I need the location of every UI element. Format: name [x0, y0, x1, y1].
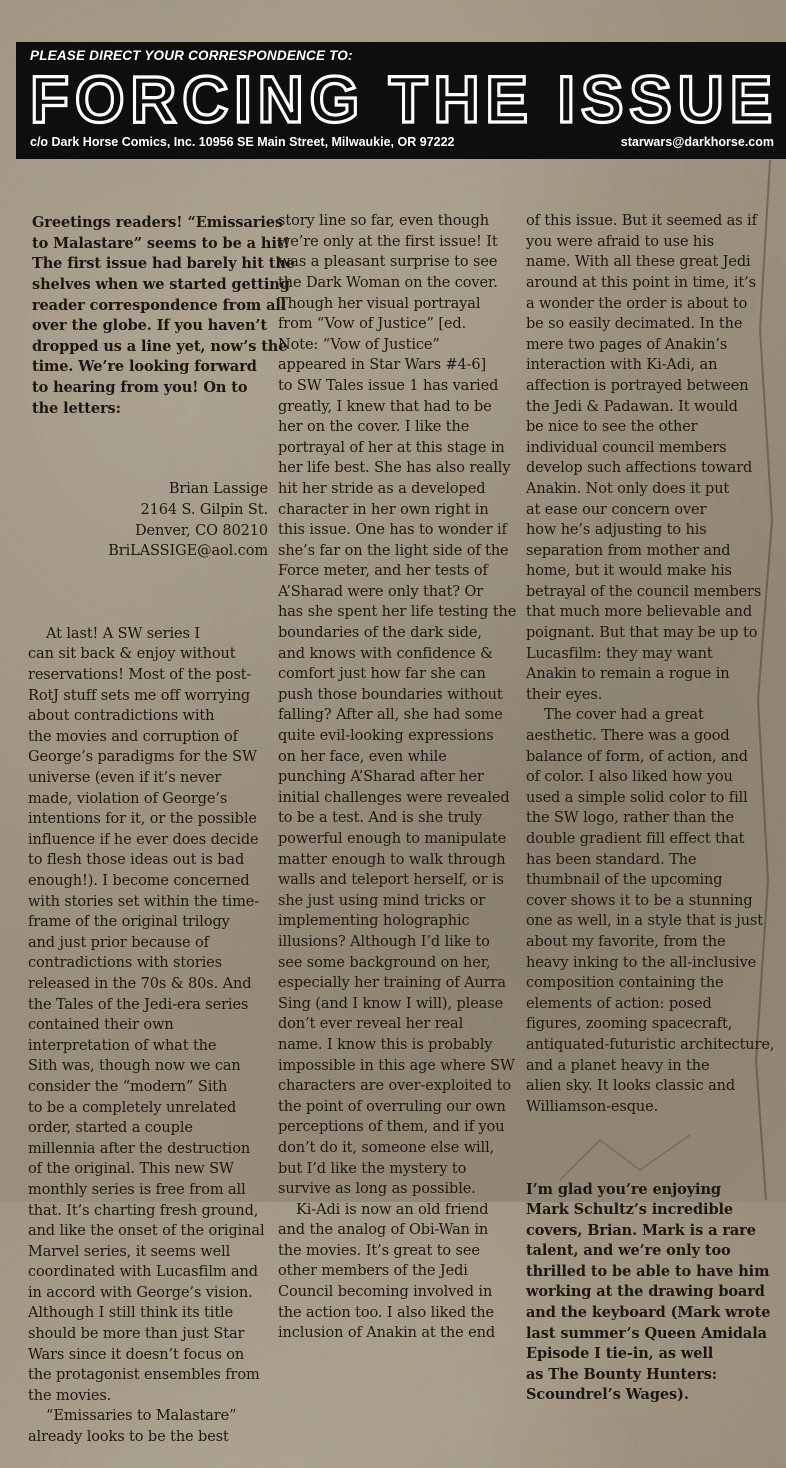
page-title: [26, 70, 782, 128]
letters-column-1: [28, 172, 295, 1468]
mailing-address: c/o Dark Horse Comics, Inc. 10956 SE Main Street, Milwaukie, OR 97222: [30, 135, 455, 149]
letter-body-part-2: story line so far, even though we’re only at the first issue! It was a pleasant surprise to see the Dark Woman on the cover. Though her visual portrayal from “Vow of Justice” [ed. Note: “Vow of Justice” appeared in Star Wars #4-6] to SW Tales issue 1 has varied greatly, I knew that had to be her on the cover. I like the portrayal of her at this stage in her life best. She has also really hit her stride as a developed character in her own right in this issue. One has to wonder if she’s far on the light side of the Force meter, and her tests of A’Sharad were only that? Or has she spent her life testing the boundaries of the dark side, and knows with confidence & comfort just how far she can push those boundaries without falling? After all, she had some quite evil-looking expressions on her face, even while punching A’Sharad after her initial challenges were revealed to be a test. And is she truly powerful enough to manipulate matter enough to walk through walls and teleport herself, or is she just using mind tricks or implementing holographic illusions? Although I’d like to see some background on her, especially her training of Aurra Sing (and I know I will), please don’t ever reveal her real name. I know this is probably impossible in this age where SW characters are over-exploited to the point of overruling our own perceptions of them, and if you don’t do it, someone else will, but I’d like the mystery to survive as long as possible. Ki-Adi is now an old friend and the analog of Obi-Wan in the movies. It’s great to see other members of the Jedi Council becoming involved in the action too. I also liked the inclusion of Anakin at the end: [278, 213, 517, 1342]
letter-signature: Brian Lassige 2164 S. Gilpin St. Denver, CO 80210 BriLASSIGE@aol.com: [108, 481, 268, 560]
letter-body-part-3: of this issue. But it seemed as if you were afraid to use his name. With all these great Jedi around at this point in time, it’s a wonder the order is about to be so easily decimated. In the mere two pages of Anakin’s interaction with Ki-Adi, an affection is portrayed between the Jedi & Padawan. It would be nice to see the other individual council members develop such affections toward Anakin. Not only does it put at ease our concern over how he’s adjusting to his separation from mother and home, but it would make his betrayal of the council members that much more believable and poignant. But that may be up to Lucasfilm: they may want Anakin to remain a rogue in their eyes. The cover had a great aesthetic. There was a good balance of form, of action, and of color. I also liked how you used a simple solid color to fill the SW logo, rather than the double gradient fill effect that has been standard. The thumbnail of the upcoming cover shows it to be a stunning one as well, in a style that is just about my favorite, from the heavy inking to the all-inclusive composition containing the elements of action: posed figures, zooming spacecraft, antiquated-futuristic architecture, and a planet heavy in the alien sky. It looks classic and Williamson-esque.: [526, 213, 775, 1115]
editor-reply: I’m glad you’re enjoying Mark Schultz’s incredible covers, Brian. Mark is a rare talent, and we’re only too thrilled to be able to have him working at the drawing board and the keyboard (Mark wrote last summer’s Queen Amidala Episode I tie-in, as well as The Bounty Hunters: Scoundrel’s Wages).: [526, 1180, 771, 1404]
letter-body-part-1: At last! A SW series I can sit back & enjoy without reservations! Most of the post- RotJ stuff sets me off worrying about contradictions with the movies and corruption of George’s paradigms for the SW universe (even if it’s never made, violation of George’s intentions for it, or the possible influence if he ever does decide to flesh those ideas out is bad enough!). I become concerned with stories set within the time- frame of the original trilogy and just prior because of contradictions with stories released in the 70s & 80s. And the Tales of the Jedi-era series contained their own interpretation of what the Sith was, though now we can consider the “modern” Sith to be a completely unrelated order, started a couple millennia after the destruction of the original. This new SW monthly series is free from all that. It’s charting fresh ground, and like the onset of the original Marvel series, it seems well coordinated with Lucasfilm and in accord with George’s vision. Although I still think its title should be more than just Star Wars since it doesn’t focus on the protagonist ensembles from the movies. “Emissaries to Malastare” already looks to be the best: [28, 625, 265, 1446]
svg-text:FORCING THE ISSUE: FORCING THE ISSUE: [30, 70, 778, 128]
correspondence-kicker: PLEASE DIRECT YOUR CORRESPONDENCE TO:: [30, 48, 353, 63]
editor-intro: Greetings readers! “Emissaries to Malastare” seems to be a hit! The first issue had barely hit the shelves when we started getting reader correspondence from all over the globe. If you haven’t dropped us a line yet, now’s the time. We’re looking forward to hearing from you! On to the letters:: [32, 214, 295, 417]
masthead-banner: [16, 42, 786, 159]
letters-column-3: [526, 170, 775, 1427]
letters-column-2: [278, 170, 518, 1364]
contact-email[interactable]: starwars@darkhorse.com: [620, 135, 774, 149]
